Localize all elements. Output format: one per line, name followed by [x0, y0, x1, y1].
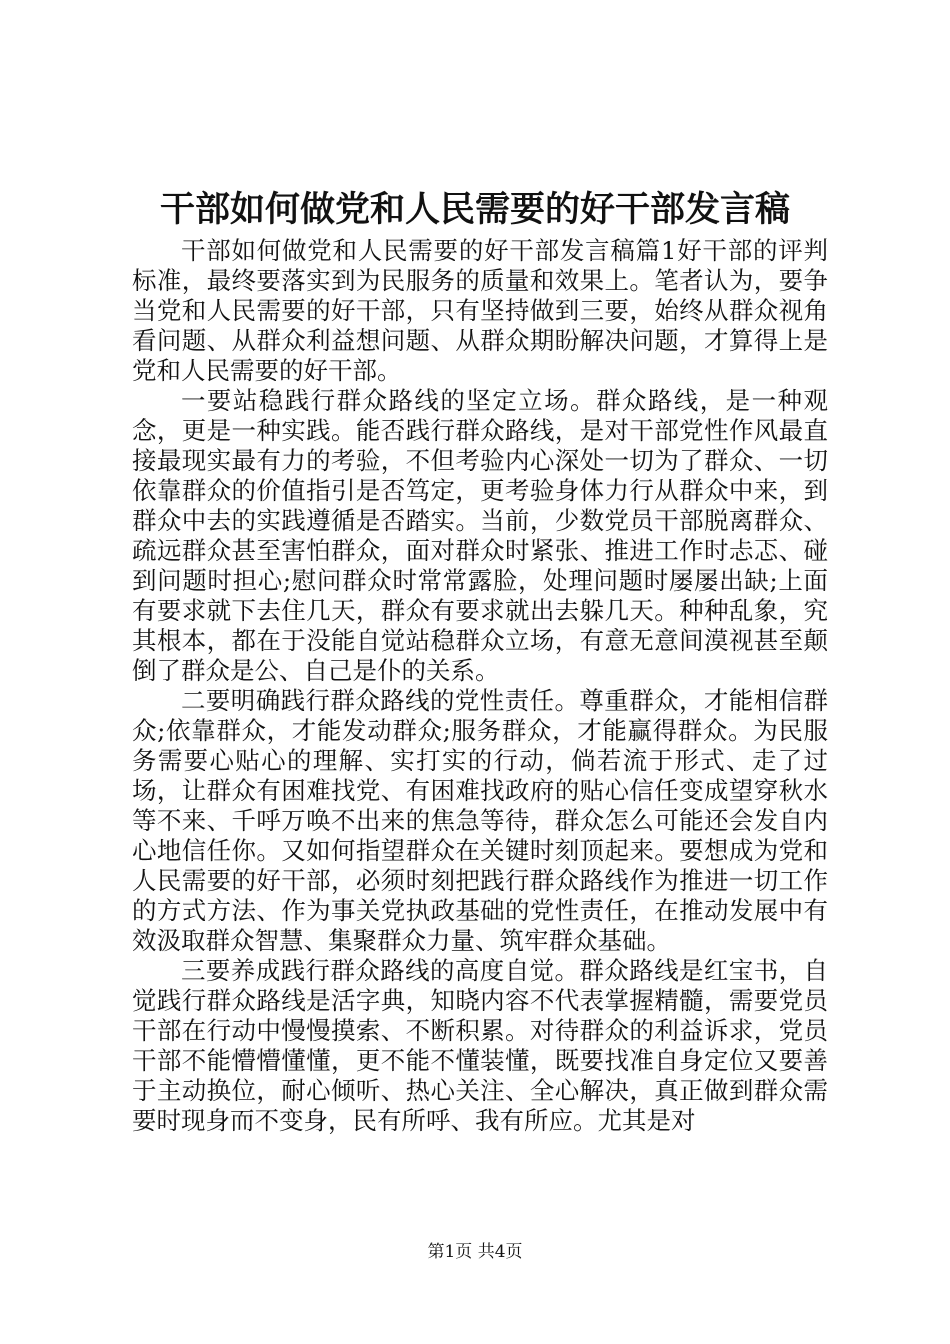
paragraph-intro: 干部如何做党和人民需要的好干部发言稿篇1好干部的评判标准，最终要落实到为民服务的质量和效果上。笔者认为，要争当党和人民需要的好干部，只有坚持做到三要，始终从群众视角看问题、从群众利益想问题、从群众期盼解决问题，才算得上是党和人民需要的好干部。	[132, 236, 828, 385]
page-number-footer: 第1页 共4页	[427, 1242, 523, 1262]
paragraph-third-point: 三要养成践行群众路线的高度自觉。群众路线是红宝书，自觉践行群众路线是活字典，知晓内容不代表掌握精髓，需要党员干部在行动中慢慢摸索、不断积累。对待群众的利益诉求，党员干部不能懵懵懂懂，更不能不懂装懂，既要找准自身定位又要善于主动换位，耐心倾听、热心关注、全心解决，真正做到群众需要时现身而不变身，民有所呼、我有所应。尤其是对	[132, 956, 828, 1135]
paragraph-second-point: 二要明确践行群众路线的党性责任。尊重群众，才能相信群众;依靠群众，才能发动群众;服务群众，才能赢得群众。为民服务需要心贴心的理解、实打实的行动，倘若流于形式、走了过场，让群众有困难找党、有困难找政府的贴心信任变成望穿秋水等不来、千呼万唤不出来的焦急等待，群众怎么可能还会发自内心地信任你。又如何指望群众在关键时刻顶起来。要想成为党和人民需要的好干部，必须时刻把践行群众路线作为推进一切工作的方式方法、作为事关党执政基础的党性责任，在推动发展中有效汲取群众智慧、集聚群众力量、筑牢群众基础。	[132, 686, 828, 955]
document-title: 干部如何做党和人民需要的好干部发言稿	[159, 189, 790, 230]
paragraph-first-point: 一要站稳践行群众路线的坚定立场。群众路线，是一种观念，更是一种实践。能否践行群众路线，是对干部党性作风最直接最现实最有力的考验，不但考验内心深处一切为了群众、一切依靠群众的价值指引是否笃定，更考验身体力行从群众中来，到群众中去的实践遵循是否踏实。当前，少数党员干部脱离群众、疏远群众甚至害怕群众，面对群众时紧张、推进工作时忐忑、碰到问题时担心;慰问群众时常常露脸，处理问题时屡屡出缺;上面有要求就下去住几天，群众有要求就出去躲几天。种种乱象，究其根本，都在于没能自觉站稳群众立场，有意无意间漠视甚至颠倒了群众是公、自己是仆的关系。	[132, 386, 828, 685]
document-body	[132, 236, 828, 1136]
